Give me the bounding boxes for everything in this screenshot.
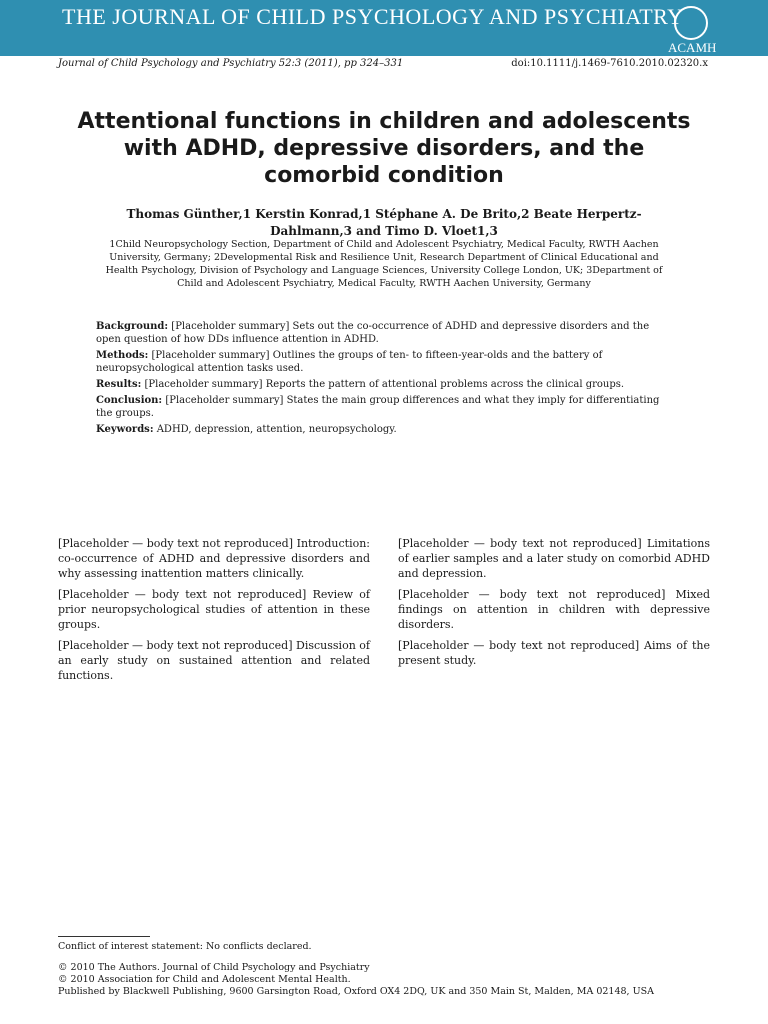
conclusion-text: [Placeholder summary] States the main group differences and what they imply for differentiating the groups. xyxy=(96,395,660,419)
copyright-block xyxy=(58,962,718,998)
methods-text: [Placeholder summary] Outlines the groups of ten- to fifteen-year-olds and the battery of neuropsychological attention tasks used. xyxy=(96,350,603,374)
abstract-background xyxy=(96,320,672,346)
results-label: Results: xyxy=(96,379,142,390)
citation-line: Journal of Child Psychology and Psychiatry 52:3 (2011), pp 324–331 xyxy=(58,58,404,69)
footnote-divider xyxy=(58,936,150,937)
abstract-keywords xyxy=(96,423,672,436)
body-paragraph: [Placeholder — body text not reproduced] Introduction: co-occurrence of ADHD and depressive disorders and why assessing inattention matters clinically. xyxy=(58,537,370,580)
body-paragraph: [Placeholder — body text not reproduced] Limitations of earlier samples and a later study on comorbid ADHD and depression. xyxy=(398,537,710,580)
methods-label: Methods: xyxy=(96,350,149,361)
abstract-results xyxy=(96,378,672,391)
publisher-line: Published by Blackwell Publishing, 9600 Garsington Road, Oxford OX4 2DQ, UK and 350 Main St, Malden, MA 02148, USA xyxy=(58,986,654,997)
copyright-line: © 2010 Association for Child and Adolescent Mental Health. xyxy=(58,974,351,985)
author-affiliations: 1Child Neuropsychology Section, Department of Child and Adolescent Psychiatry, Medical Faculty, RWTH Aachen University, Germany; 2Developmental Risk and Resilience Unit, Research Department of Clinical Educational and Health Psychology, Division of Psychology and Language Sciences, University College London, UK; 3Department of Child and Adolescent Psychiatry, Medical Faculty, RWTH Aachen University, Germany xyxy=(105,239,663,289)
body-column-right xyxy=(398,536,710,674)
article-title: Attentional functions in children and adolescents with ADHD, depressive disorders, and the comorbid condition xyxy=(77,109,691,188)
acamh-logo-icon xyxy=(668,6,717,55)
conclusion-label: Conclusion: xyxy=(96,395,163,406)
body-paragraph: [Placeholder — body text not reproduced] Mixed findings on attention in children with depressive disorders. xyxy=(398,588,710,631)
abstract-conclusion xyxy=(96,394,672,420)
background-label: Background: xyxy=(96,321,169,332)
body-column-left xyxy=(58,536,370,689)
conflict-of-interest-note: Conflict of interest statement: No conflicts declared. xyxy=(58,941,312,952)
journal-name: THE JOURNAL OF CHILD PSYCHOLOGY AND PSYCHIATRY xyxy=(62,4,684,29)
society-mark: ACAMH xyxy=(668,40,717,55)
abstract xyxy=(96,320,672,439)
body-paragraph: [Placeholder — body text not reproduced] Aims of the present study. xyxy=(398,639,710,667)
body-paragraph: [Placeholder — body text not reproduced] Discussion of an early study on sustained attention and related functions. xyxy=(58,639,370,682)
body-paragraph: [Placeholder — body text not reproduced] Review of prior neuropsychological studies of attention in these groups. xyxy=(58,588,370,631)
author-list: Thomas Günther,1 Kerstin Konrad,1 Stéphane A. De Brito,2 Beate Herpertz-Dahlmann,3 and Timo D. Vloet1,3 xyxy=(126,207,642,238)
results-text: [Placeholder summary] Reports the pattern of attentional problems across the clinical groups. xyxy=(144,379,625,390)
abstract-methods xyxy=(96,349,672,375)
background-text: [Placeholder summary] Sets out the co-occurrence of ADHD and depressive disorders and the open question of how DDs influence attention in ADHD. xyxy=(96,321,650,345)
journal-masthead xyxy=(0,0,768,56)
logo-ring-icon xyxy=(674,6,708,40)
doi[interactable]: doi:10.1111/j.1469-7610.2010.02320.x xyxy=(511,58,708,69)
copyright-line: © 2010 The Authors. Journal of Child Psychology and Psychiatry xyxy=(58,962,370,973)
keywords-label: Keywords: xyxy=(96,424,154,435)
keywords-text: ADHD, depression, attention, neuropsychology. xyxy=(156,424,397,435)
